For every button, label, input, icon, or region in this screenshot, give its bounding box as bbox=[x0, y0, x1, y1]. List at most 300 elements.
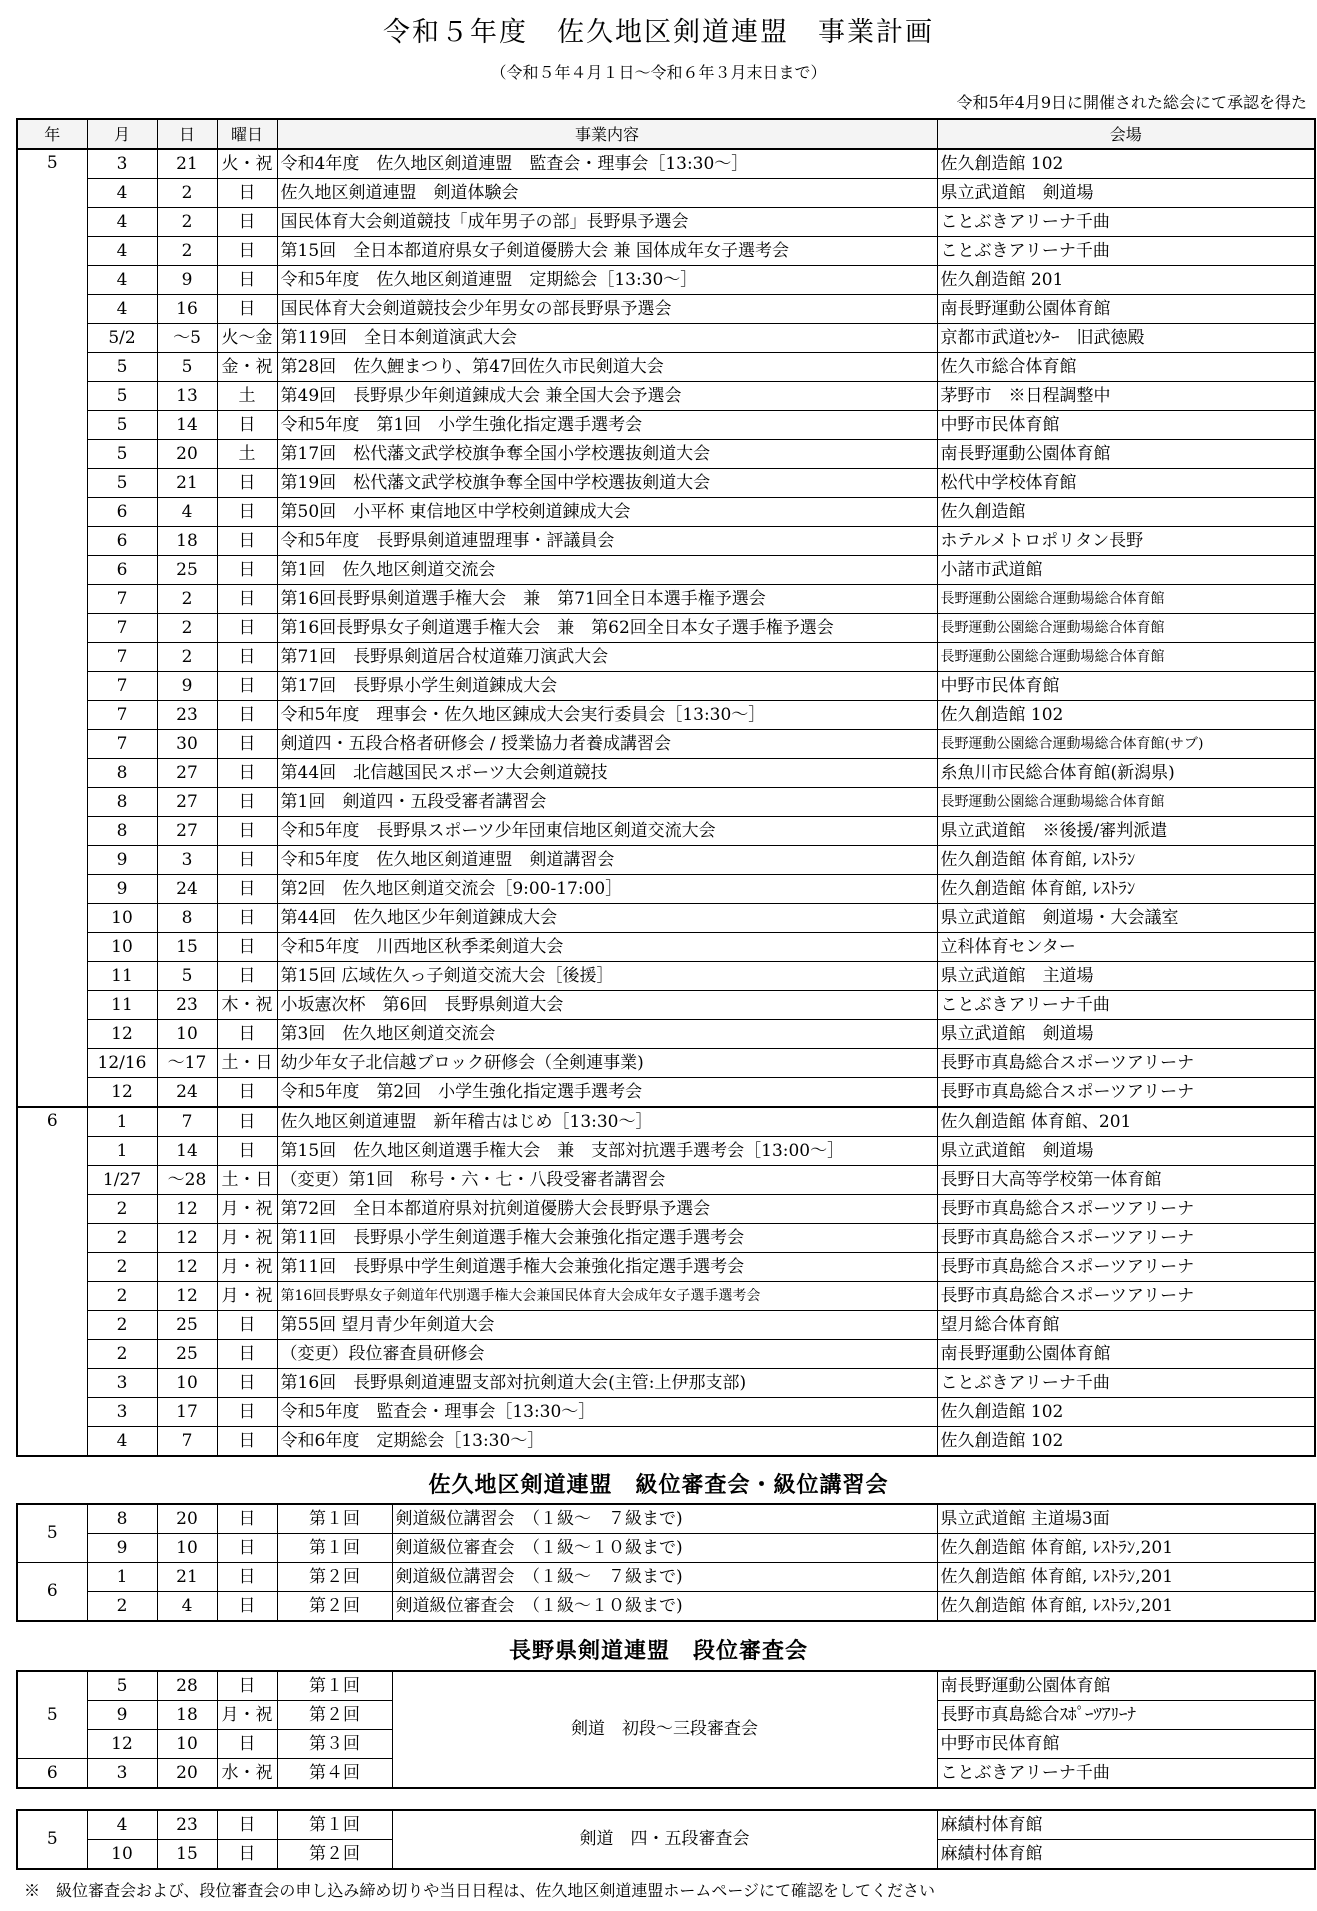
weekday-cell: 日 bbox=[217, 411, 277, 440]
table-row bbox=[17, 411, 1315, 440]
day-cell: ～28 bbox=[157, 1166, 217, 1195]
footnote: ※ 級位審査会および、段位審査会の申し込み締め切りや当日日程は、佐久地区剣道連盟ホームページにて確認をしてください bbox=[24, 1881, 936, 1900]
venue-cell: ことぶきアリーナ千曲 bbox=[937, 1369, 1315, 1398]
day-cell: 2 bbox=[157, 208, 217, 237]
day-cell: 23 bbox=[157, 991, 217, 1020]
day-cell: 3 bbox=[157, 846, 217, 875]
day-cell: 13 bbox=[157, 382, 217, 411]
venue-cell: 京都市武道ｾﾝﾀｰ 旧武徳殿 bbox=[937, 324, 1315, 353]
event-content-cell: 第15回 全日本都道府県女子剣道優勝大会 兼 国体成年女子選考会 bbox=[277, 237, 937, 266]
event-content-cell: 第19回 松代藩文武学校旗争奪全国中学校選抜剣道大会 bbox=[277, 469, 937, 498]
venue-cell: ホテルメトロポリタン長野 bbox=[937, 527, 1315, 556]
weekday-cell: 土・日 bbox=[217, 1166, 277, 1195]
kyu-section-title: 佐久地区剣道連盟 級位審査会・級位講習会 bbox=[428, 1472, 889, 1498]
table-row bbox=[17, 498, 1315, 527]
weekday-cell: 木・祝 bbox=[217, 991, 277, 1020]
day-cell: 21 bbox=[157, 469, 217, 498]
weekday-cell: 日 bbox=[217, 295, 277, 324]
kyu-exam-table bbox=[16, 1503, 1316, 1622]
weekday-cell: 日 bbox=[217, 237, 277, 266]
event-content-cell: 剣道級位審査会 （１級～１０級まで) bbox=[392, 1534, 937, 1563]
day-cell: 20 bbox=[157, 1504, 217, 1534]
day-cell: 23 bbox=[157, 1810, 217, 1840]
weekday-cell: 火・祝 bbox=[217, 149, 277, 179]
year-cell: 5 bbox=[17, 1810, 87, 1869]
venue-cell: 松代中学校体育館 bbox=[937, 469, 1315, 498]
venue-cell: 糸魚川市民総合体育館(新潟県) bbox=[937, 759, 1315, 788]
weekday-cell: 日 bbox=[217, 875, 277, 904]
venue-cell: 県立武道館 剣道場 bbox=[937, 179, 1315, 208]
table-row bbox=[17, 730, 1315, 759]
day-cell: 5 bbox=[157, 353, 217, 382]
month-cell: 5 bbox=[87, 440, 157, 469]
event-content-cell: 第17回 松代藩文武学校旗争奪全国小学校選抜剣道大会 bbox=[277, 440, 937, 469]
venue-cell: 南長野運動公園体育館 bbox=[937, 295, 1315, 324]
venue-cell: 長野市真島総合スポーツアリーナ bbox=[937, 1049, 1315, 1078]
month-cell: 6 bbox=[87, 498, 157, 527]
month-cell: 9 bbox=[87, 1701, 157, 1730]
weekday-cell: 日 bbox=[217, 1369, 277, 1398]
venue-cell: 佐久創造館 bbox=[937, 498, 1315, 527]
day-cell: 25 bbox=[157, 556, 217, 585]
table-row bbox=[17, 1563, 1315, 1592]
event-content-cell: 第1回 佐久地区剣道交流会 bbox=[277, 556, 937, 585]
event-content-cell: 第16回長野県女子剣道年代別選手権大会兼国民体育大会成年女子選手選考会 bbox=[277, 1282, 937, 1311]
table-row bbox=[17, 1504, 1315, 1534]
table-row bbox=[17, 1592, 1315, 1622]
month-cell: 7 bbox=[87, 614, 157, 643]
weekday-cell: 日 bbox=[217, 701, 277, 730]
weekday-cell: 日 bbox=[217, 672, 277, 701]
weekday-cell: 日 bbox=[217, 1671, 277, 1701]
round-cell: 第１回 bbox=[277, 1504, 392, 1534]
day-cell: 24 bbox=[157, 1078, 217, 1108]
month-cell: 7 bbox=[87, 730, 157, 759]
month-cell: 2 bbox=[87, 1253, 157, 1282]
weekday-cell: 日 bbox=[217, 904, 277, 933]
day-cell: ～17 bbox=[157, 1049, 217, 1078]
venue-cell: 佐久創造館 体育館, ﾚｽﾄﾗﾝ,201 bbox=[937, 1592, 1315, 1622]
table-row bbox=[17, 933, 1315, 962]
day-cell: 18 bbox=[157, 1701, 217, 1730]
day-cell: 20 bbox=[157, 1759, 217, 1789]
weekday-cell: 月・祝 bbox=[217, 1195, 277, 1224]
weekday-cell: 日 bbox=[217, 1311, 277, 1340]
venue-cell: 望月総合体育館 bbox=[937, 1311, 1315, 1340]
month-cell: 4 bbox=[87, 266, 157, 295]
page-title: 令和５年度 佐久地区剣道連盟 事業計画 bbox=[383, 17, 934, 48]
dan-exam-table-2 bbox=[16, 1809, 1316, 1870]
day-cell: 16 bbox=[157, 295, 217, 324]
table-row bbox=[17, 1369, 1315, 1398]
table-row bbox=[17, 237, 1315, 266]
day-cell: 27 bbox=[157, 759, 217, 788]
table-row bbox=[17, 179, 1315, 208]
weekday-cell: 土 bbox=[217, 440, 277, 469]
round-cell: 第４回 bbox=[277, 1759, 392, 1789]
table-row bbox=[17, 1166, 1315, 1195]
month-cell: 12 bbox=[87, 1730, 157, 1759]
table-row bbox=[17, 846, 1315, 875]
table-row bbox=[17, 1534, 1315, 1563]
weekday-cell: 日 bbox=[217, 1730, 277, 1759]
day-cell: 18 bbox=[157, 527, 217, 556]
day-cell: 12 bbox=[157, 1224, 217, 1253]
venue-cell: 佐久創造館 体育館, ﾚｽﾄﾗﾝ bbox=[937, 875, 1315, 904]
event-schedule-table bbox=[16, 118, 1316, 1457]
dan-exam-table-1 bbox=[16, 1670, 1316, 1789]
day-cell: 2 bbox=[157, 643, 217, 672]
weekday-cell: 日 bbox=[217, 498, 277, 527]
month-cell: 5 bbox=[87, 469, 157, 498]
day-cell: 10 bbox=[157, 1369, 217, 1398]
weekday-cell: 日 bbox=[217, 208, 277, 237]
weekday-cell: 日 bbox=[217, 1592, 277, 1622]
venue-cell: 中野市民体育館 bbox=[937, 672, 1315, 701]
venue-cell: 佐久市総合体育館 bbox=[937, 353, 1315, 382]
weekday-cell: 火～金 bbox=[217, 324, 277, 353]
event-content-cell: 第119回 全日本剣道演武大会 bbox=[277, 324, 937, 353]
month-cell: 1 bbox=[87, 1107, 157, 1137]
venue-cell: 長野市真島総合スポーツアリーナ bbox=[937, 1253, 1315, 1282]
table-row bbox=[17, 353, 1315, 382]
event-content-cell: 第15回 佐久地区剣道選手権大会 兼 支部対抗選手選考会［13:00～］ bbox=[277, 1137, 937, 1166]
event-content-cell: 第28回 佐久鯉まつり、第47回佐久市民剣道大会 bbox=[277, 353, 937, 382]
weekday-cell: 日 bbox=[217, 585, 277, 614]
round-cell: 第２回 bbox=[277, 1840, 392, 1870]
day-cell: 15 bbox=[157, 933, 217, 962]
day-cell: 23 bbox=[157, 701, 217, 730]
col-header-content: 事業内容 bbox=[277, 119, 937, 149]
day-cell: 12 bbox=[157, 1282, 217, 1311]
period-subtitle: （令和５年４月１日～令和６年３月末日まで） bbox=[490, 63, 827, 82]
dan-section-title: 長野県剣道連盟 段位審査会 bbox=[508, 1638, 808, 1664]
round-cell: 第１回 bbox=[277, 1671, 392, 1701]
round-cell: 第１回 bbox=[277, 1810, 392, 1840]
weekday-cell: 日 bbox=[217, 1810, 277, 1840]
month-cell: 5 bbox=[87, 411, 157, 440]
day-cell: 21 bbox=[157, 149, 217, 179]
month-cell: 6 bbox=[87, 527, 157, 556]
month-cell: 3 bbox=[87, 1759, 157, 1789]
event-content-cell: 第44回 佐久地区少年剣道錬成大会 bbox=[277, 904, 937, 933]
event-content-cell: 令和4年度 佐久地区剣道連盟 監査会・理事会［13:30～］ bbox=[277, 149, 937, 179]
venue-cell: 長野市真島総合ｽﾎﾟｰﾂｱﾘｰﾅ bbox=[937, 1701, 1315, 1730]
month-cell: 2 bbox=[87, 1224, 157, 1253]
venue-cell: 佐久創造館 102 bbox=[937, 1427, 1315, 1457]
table-row bbox=[17, 1398, 1315, 1427]
weekday-cell: 月・祝 bbox=[217, 1701, 277, 1730]
approval-note: 令和5年4月9日に開催された総会にて承認を得た bbox=[956, 93, 1307, 112]
table-row bbox=[17, 1078, 1315, 1108]
event-content-cell: 剣道四・五段合格者研修会 / 授業協力者養成講習会 bbox=[277, 730, 937, 759]
event-content-cell: 第49回 長野県少年剣道錬成大会 兼全国大会予選会 bbox=[277, 382, 937, 411]
event-content-cell: 第15回 広域佐久っ子剣道交流大会［後援］ bbox=[277, 962, 937, 991]
event-content-cell: 国民体育大会剣道競技「成年男子の部」長野県予選会 bbox=[277, 208, 937, 237]
month-cell: 8 bbox=[87, 817, 157, 846]
venue-cell: ことぶきアリーナ千曲 bbox=[937, 237, 1315, 266]
day-cell: 27 bbox=[157, 788, 217, 817]
event-content-cell: 第2回 佐久地区剣道交流会［9:00-17:00］ bbox=[277, 875, 937, 904]
venue-cell: 県立武道館 剣道場 bbox=[937, 1020, 1315, 1049]
table-row bbox=[17, 469, 1315, 498]
day-cell: 7 bbox=[157, 1107, 217, 1137]
venue-cell: 南長野運動公園体育館 bbox=[937, 440, 1315, 469]
year-cell: 6 bbox=[17, 1107, 87, 1456]
event-content-cell: 令和5年度 監査会・理事会［13:30～］ bbox=[277, 1398, 937, 1427]
event-content-cell: 第50回 小平杯 東信地区中学校剣道錬成大会 bbox=[277, 498, 937, 527]
month-cell: 11 bbox=[87, 991, 157, 1020]
weekday-cell: 日 bbox=[217, 962, 277, 991]
event-content-cell: 幼少年女子北信越ブロック研修会（全剣連事業) bbox=[277, 1049, 937, 1078]
weekday-cell: 日 bbox=[217, 759, 277, 788]
event-content-cell: 令和5年度 第2回 小学生強化指定選手選考会 bbox=[277, 1078, 937, 1108]
event-content-cell: 第11回 長野県小学生剣道選手権大会兼強化指定選手選考会 bbox=[277, 1224, 937, 1253]
weekday-cell: 日 bbox=[217, 179, 277, 208]
day-cell: 30 bbox=[157, 730, 217, 759]
venue-cell: 県立武道館 ※後援/審判派遣 bbox=[937, 817, 1315, 846]
event-content-cell: 令和5年度 長野県スポーツ少年団東信地区剣道交流大会 bbox=[277, 817, 937, 846]
month-cell: 2 bbox=[87, 1592, 157, 1622]
table-row bbox=[17, 875, 1315, 904]
table-row bbox=[17, 614, 1315, 643]
table-row bbox=[17, 1224, 1315, 1253]
venue-cell: 南長野運動公園体育館 bbox=[937, 1340, 1315, 1369]
table-row bbox=[17, 643, 1315, 672]
month-cell: 7 bbox=[87, 585, 157, 614]
table-row bbox=[17, 295, 1315, 324]
weekday-cell: 日 bbox=[217, 1078, 277, 1108]
day-cell: 2 bbox=[157, 179, 217, 208]
table-row bbox=[17, 1049, 1315, 1078]
event-content-cell: 第16回長野県剣道選手権大会 兼 第71回全日本選手権予選会 bbox=[277, 585, 937, 614]
day-cell: 15 bbox=[157, 1840, 217, 1870]
day-cell: 4 bbox=[157, 1592, 217, 1622]
month-cell: 12/16 bbox=[87, 1049, 157, 1078]
month-cell: 8 bbox=[87, 1504, 157, 1534]
event-content-cell: 第55回 望月青少年剣道大会 bbox=[277, 1311, 937, 1340]
venue-cell: 立科体育センター bbox=[937, 933, 1315, 962]
day-cell: 21 bbox=[157, 1563, 217, 1592]
month-cell: 1/27 bbox=[87, 1166, 157, 1195]
venue-cell: 茅野市 ※日程調整中 bbox=[937, 382, 1315, 411]
event-content-cell: 佐久地区剣道連盟 新年稽古はじめ［13:30～］ bbox=[277, 1107, 937, 1137]
weekday-cell: 日 bbox=[217, 1534, 277, 1563]
venue-cell: 長野運動公園総合運動場総合体育館 bbox=[937, 643, 1315, 672]
event-content-cell: 第71回 長野県剣道居合杖道薙刀演武大会 bbox=[277, 643, 937, 672]
round-cell: 第２回 bbox=[277, 1592, 392, 1622]
month-cell: 5 bbox=[87, 353, 157, 382]
venue-cell: 佐久創造館 102 bbox=[937, 149, 1315, 179]
table-row bbox=[17, 904, 1315, 933]
weekday-cell: 金・祝 bbox=[217, 353, 277, 382]
day-cell: 8 bbox=[157, 904, 217, 933]
year-cell: 5 bbox=[17, 1504, 87, 1563]
venue-cell: 長野市真島総合スポーツアリーナ bbox=[937, 1224, 1315, 1253]
event-content-cell: 剣道級位講習会 （１級～ ７級まで) bbox=[392, 1504, 937, 1534]
event-content-cell: 令和5年度 理事会・佐久地区錬成大会実行委員会［13:30～］ bbox=[277, 701, 937, 730]
table-row bbox=[17, 527, 1315, 556]
weekday-cell: 日 bbox=[217, 1840, 277, 1870]
weekday-cell: 日 bbox=[217, 469, 277, 498]
venue-cell: 佐久創造館 体育館、201 bbox=[937, 1107, 1315, 1137]
venue-cell: 長野運動公園総合運動場総合体育館 bbox=[937, 614, 1315, 643]
month-cell: 7 bbox=[87, 701, 157, 730]
table-row bbox=[17, 149, 1315, 179]
weekday-cell: 日 bbox=[217, 846, 277, 875]
day-cell: 17 bbox=[157, 1398, 217, 1427]
col-header-year: 年 bbox=[17, 119, 87, 149]
month-cell: 1 bbox=[87, 1563, 157, 1592]
month-cell: 2 bbox=[87, 1311, 157, 1340]
event-content-cell: （変更）第1回 称号・六・七・八段受審者講習会 bbox=[277, 1166, 937, 1195]
table-row bbox=[17, 208, 1315, 237]
day-cell: 9 bbox=[157, 266, 217, 295]
table-header-row bbox=[17, 119, 1315, 149]
day-cell: 27 bbox=[157, 817, 217, 846]
weekday-cell: 日 bbox=[217, 933, 277, 962]
venue-cell: 長野市真島総合スポーツアリーナ bbox=[937, 1078, 1315, 1108]
month-cell: 4 bbox=[87, 179, 157, 208]
table-row bbox=[17, 556, 1315, 585]
table-row bbox=[17, 962, 1315, 991]
month-cell: 4 bbox=[87, 295, 157, 324]
month-cell: 3 bbox=[87, 1398, 157, 1427]
table-row bbox=[17, 324, 1315, 353]
day-cell: 9 bbox=[157, 672, 217, 701]
venue-cell: ことぶきアリーナ千曲 bbox=[937, 208, 1315, 237]
day-cell: 20 bbox=[157, 440, 217, 469]
venue-cell: 佐久創造館 102 bbox=[937, 701, 1315, 730]
table-row bbox=[17, 382, 1315, 411]
event-content-cell: 第16回 長野県剣道連盟支部対抗剣道大会(主管:上伊那支部) bbox=[277, 1369, 937, 1398]
weekday-cell: 日 bbox=[217, 788, 277, 817]
table-row bbox=[17, 1020, 1315, 1049]
table-row bbox=[17, 585, 1315, 614]
exam-content-cell: 剣道 初段～三段審査会 bbox=[392, 1671, 937, 1788]
table-row bbox=[17, 1311, 1315, 1340]
event-content-cell: 国民体育大会剣道競技会少年男女の部長野県予選会 bbox=[277, 295, 937, 324]
venue-cell: 佐久創造館 体育館, ﾚｽﾄﾗﾝ,201 bbox=[937, 1563, 1315, 1592]
table-row bbox=[17, 1671, 1315, 1701]
weekday-cell: 日 bbox=[217, 1107, 277, 1137]
table-row bbox=[17, 672, 1315, 701]
venue-cell: 長野市真島総合スポーツアリーナ bbox=[937, 1195, 1315, 1224]
venue-cell: ことぶきアリーナ千曲 bbox=[937, 991, 1315, 1020]
venue-cell: 県立武道館 剣道場 bbox=[937, 1137, 1315, 1166]
weekday-cell: 水・祝 bbox=[217, 1759, 277, 1789]
month-cell: 8 bbox=[87, 759, 157, 788]
event-content-cell: （変更）段位審査員研修会 bbox=[277, 1340, 937, 1369]
weekday-cell: 日 bbox=[217, 1563, 277, 1592]
day-cell: 25 bbox=[157, 1311, 217, 1340]
month-cell: 9 bbox=[87, 875, 157, 904]
month-cell: 9 bbox=[87, 1534, 157, 1563]
table-row bbox=[17, 1107, 1315, 1137]
month-cell: 10 bbox=[87, 933, 157, 962]
col-header-weekday: 曜日 bbox=[217, 119, 277, 149]
weekday-cell: 日 bbox=[217, 730, 277, 759]
venue-cell: 長野日大高等学校第一体育館 bbox=[937, 1166, 1315, 1195]
weekday-cell: 日 bbox=[217, 1398, 277, 1427]
venue-cell: 佐久創造館 体育館, ﾚｽﾄﾗﾝ bbox=[937, 846, 1315, 875]
table-row bbox=[17, 1137, 1315, 1166]
venue-cell: 南長野運動公園体育館 bbox=[937, 1671, 1315, 1701]
weekday-cell: 月・祝 bbox=[217, 1282, 277, 1311]
month-cell: 11 bbox=[87, 962, 157, 991]
event-content-cell: 第72回 全日本都道府県対抗剣道優勝大会長野県予選会 bbox=[277, 1195, 937, 1224]
round-cell: 第２回 bbox=[277, 1701, 392, 1730]
month-cell: 4 bbox=[87, 1427, 157, 1457]
day-cell: 2 bbox=[157, 585, 217, 614]
event-content-cell: 小坂憲次杯 第6回 長野県剣道大会 bbox=[277, 991, 937, 1020]
table-row bbox=[17, 1810, 1315, 1840]
round-cell: 第１回 bbox=[277, 1534, 392, 1563]
month-cell: 2 bbox=[87, 1282, 157, 1311]
weekday-cell: 日 bbox=[217, 1340, 277, 1369]
month-cell: 5 bbox=[87, 1671, 157, 1701]
event-content-cell: 令和5年度 佐久地区剣道連盟 剣道講習会 bbox=[277, 846, 937, 875]
day-cell: 7 bbox=[157, 1427, 217, 1457]
day-cell: 12 bbox=[157, 1253, 217, 1282]
venue-cell: 小諸市武道館 bbox=[937, 556, 1315, 585]
event-content-cell: 令和5年度 第1回 小学生強化指定選手選考会 bbox=[277, 411, 937, 440]
weekday-cell: 日 bbox=[217, 1427, 277, 1457]
month-cell: 4 bbox=[87, 237, 157, 266]
col-header-day: 日 bbox=[157, 119, 217, 149]
day-cell: 5 bbox=[157, 962, 217, 991]
month-cell: 7 bbox=[87, 672, 157, 701]
weekday-cell: 土・日 bbox=[217, 1049, 277, 1078]
day-cell: 2 bbox=[157, 237, 217, 266]
day-cell: 28 bbox=[157, 1671, 217, 1701]
event-content-cell: 令和5年度 佐久地区剣道連盟 定期総会［13:30～］ bbox=[277, 266, 937, 295]
weekday-cell: 日 bbox=[217, 1504, 277, 1534]
weekday-cell: 月・祝 bbox=[217, 1224, 277, 1253]
month-cell: 8 bbox=[87, 788, 157, 817]
weekday-cell: 日 bbox=[217, 556, 277, 585]
day-cell: 10 bbox=[157, 1534, 217, 1563]
day-cell: 14 bbox=[157, 411, 217, 440]
event-content-cell: 第3回 佐久地区剣道交流会 bbox=[277, 1020, 937, 1049]
weekday-cell: 日 bbox=[217, 614, 277, 643]
weekday-cell: 日 bbox=[217, 643, 277, 672]
event-content-cell: 第17回 長野県小学生剣道錬成大会 bbox=[277, 672, 937, 701]
event-content-cell: 令和5年度 川西地区秋季柔剣道大会 bbox=[277, 933, 937, 962]
event-content-cell: 剣道級位審査会 （１級～１０級まで) bbox=[392, 1592, 937, 1622]
event-content-cell: 第16回長野県女子剣道選手権大会 兼 第62回全日本女子選手権予選会 bbox=[277, 614, 937, 643]
day-cell: 10 bbox=[157, 1020, 217, 1049]
round-cell: 第３回 bbox=[277, 1730, 392, 1759]
col-header-venue: 会場 bbox=[937, 119, 1315, 149]
venue-cell: 佐久創造館 201 bbox=[937, 266, 1315, 295]
month-cell: 5/2 bbox=[87, 324, 157, 353]
venue-cell: 長野市真島総合スポーツアリーナ bbox=[937, 1282, 1315, 1311]
venue-cell: 県立武道館 剣道場・大会議室 bbox=[937, 904, 1315, 933]
month-cell: 9 bbox=[87, 846, 157, 875]
table-row bbox=[17, 701, 1315, 730]
table-row bbox=[17, 440, 1315, 469]
month-cell: 7 bbox=[87, 643, 157, 672]
month-cell: 2 bbox=[87, 1340, 157, 1369]
event-content-cell: 令和6年度 定期総会［13:30～］ bbox=[277, 1427, 937, 1457]
month-cell: 1 bbox=[87, 1137, 157, 1166]
table-row bbox=[17, 1195, 1315, 1224]
table-row bbox=[17, 817, 1315, 846]
event-content-cell: 令和5年度 長野県剣道連盟理事・評議員会 bbox=[277, 527, 937, 556]
year-cell: 6 bbox=[17, 1759, 87, 1789]
event-content-cell: 第44回 北信越国民スポーツ大会剣道競技 bbox=[277, 759, 937, 788]
